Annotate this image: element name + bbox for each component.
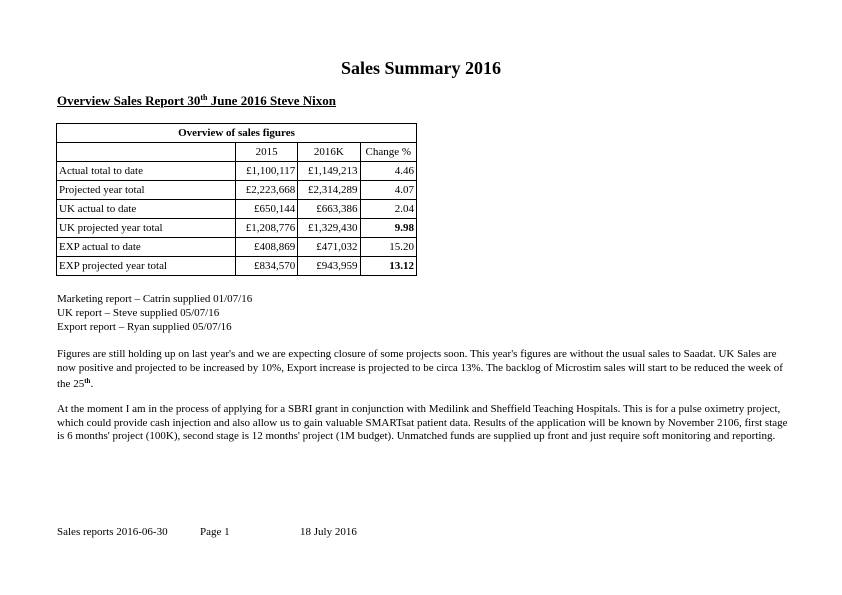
supply-line-uk: UK report – Steve supplied 05/07/16 <box>57 307 220 319</box>
sales-figures-table <box>56 123 417 276</box>
header-blank <box>57 143 236 162</box>
supply-line-marketing: Marketing report – Catrin supplied 01/07/16 <box>57 293 253 305</box>
table-header-row <box>57 143 417 162</box>
document-title-text: Sales Summary 2016 <box>340 58 501 78</box>
subtitle-text-end: June 2016 Steve Nixon <box>207 93 337 108</box>
header-2015: 2015 <box>235 143 297 162</box>
value-change: 9.98 <box>360 219 416 238</box>
row-label: UK projected year total <box>57 219 236 238</box>
value-change: 13.12 <box>360 257 416 276</box>
row-label: UK actual to date <box>57 200 236 219</box>
value-2016: £471,032 <box>298 238 360 257</box>
table-row <box>57 257 417 276</box>
table-row <box>57 238 417 257</box>
header-change: Change % <box>360 143 416 162</box>
paragraph-text-end: . <box>90 378 94 391</box>
value-2016: £1,149,213 <box>298 162 360 181</box>
subtitle-text-start: Overview Sales Report 30 <box>57 93 201 108</box>
value-2015: £408,869 <box>235 238 297 257</box>
report-supply-list <box>57 292 252 334</box>
value-2016: £663,386 <box>298 200 360 219</box>
paragraph-sales-outlook <box>57 348 792 392</box>
value-change: 15.20 <box>360 238 416 257</box>
header-2016k: 2016K <box>298 143 360 162</box>
row-label: Projected year total <box>57 181 236 200</box>
value-2015: £834,570 <box>235 257 297 276</box>
row-label: EXP actual to date <box>57 238 236 257</box>
report-subtitle <box>57 93 336 109</box>
paragraph-sbri-grant: At the moment I am in the process of applying for a SBRI grant in conjunction with Medilink and Sheffield Teaching Hospitals. This is for a pulse oximetry project, which could provide cash injection and also allow us to gain valuable SMARTsat patient data. Results of the application will be known by November 2106, first stage is 6 months' project (100K), second stage is 12 months' project (1M budget). Unmatched funds are supplied up front and just require soft monitoring and reporting. <box>57 403 788 443</box>
value-2016: £1,329,430 <box>298 219 360 238</box>
value-2015: £2,223,668 <box>235 181 297 200</box>
subtitle-superscript: th <box>200 93 208 102</box>
row-label: EXP projected year total <box>57 257 236 276</box>
value-change: 4.07 <box>360 181 416 200</box>
table-row <box>57 200 417 219</box>
table-row <box>57 181 417 200</box>
supply-line-export: Export report – Ryan supplied 05/07/16 <box>57 321 232 333</box>
paragraph-superscript: th <box>84 377 91 386</box>
document-title <box>0 58 842 79</box>
value-2015: £1,208,776 <box>235 219 297 238</box>
value-2015: £1,100,117 <box>235 162 297 181</box>
table-row <box>57 219 417 238</box>
table-row <box>57 162 417 181</box>
footer-date: 18 July 2016 <box>300 526 357 538</box>
table-caption-row <box>57 124 417 143</box>
row-label: Actual total to date <box>57 162 236 181</box>
footer-filename: Sales reports 2016-06-30 <box>57 526 168 538</box>
value-change: 4.46 <box>360 162 416 181</box>
value-2015: £650,144 <box>235 200 297 219</box>
table-caption: Overview of sales figures <box>57 124 417 143</box>
page-footer <box>57 526 357 574</box>
value-change: 2.04 <box>360 200 416 219</box>
value-2016: £943,959 <box>298 257 360 276</box>
paragraph-text: Figures are still holding up on last year's and we are expecting closure of some projects soon. This year's figures are without the usual sales to Saadat. UK Sales are now positive and projected to be increased by 10%, Export increase is projected to be circa 13%. The backlog of Microstim sales will start to be reduced the week of the 25 <box>57 348 783 391</box>
footer-page-number: Page 1 <box>200 526 230 538</box>
value-2016: £2,314,289 <box>298 181 360 200</box>
